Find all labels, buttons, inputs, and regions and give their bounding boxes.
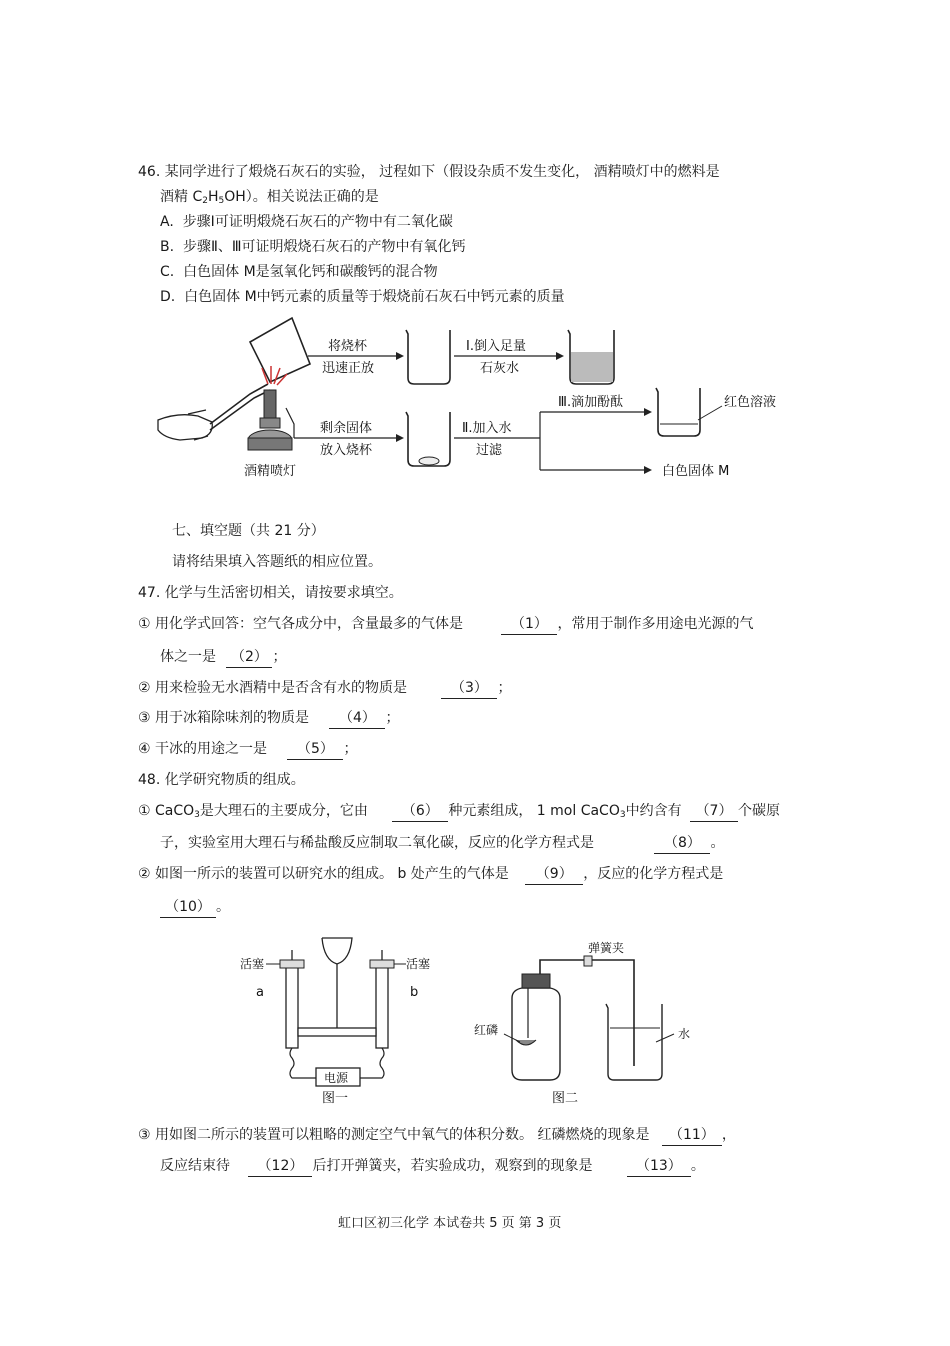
q48-text: 种元素组成， 1 mol CaCO (448, 803, 620, 819)
q46-stem-2a: 酒精 C (160, 189, 203, 205)
q48-text: 反应结束待 (160, 1158, 230, 1174)
punct: ； (385, 710, 400, 726)
arrow1-bottom: 迅速正放 (322, 361, 375, 376)
q47-item1-text-c: 体之一是 (160, 649, 216, 665)
arrow1-top: 将烧杯 (328, 339, 368, 354)
option-key: B. (160, 239, 175, 255)
punct: ； (343, 741, 358, 757)
figure2-caption: 图二 (552, 1091, 579, 1106)
beaker-empty-1 (406, 330, 450, 384)
q47-item2 (138, 678, 511, 699)
electrolysis-apparatus (280, 938, 394, 1086)
q48-title: 48. 化学研究物质的组成。 (138, 772, 305, 788)
white-solid-label: 白色固体 M (662, 464, 730, 479)
blank-12[interactable]: （12） (248, 1156, 312, 1177)
blank-4[interactable]: （4） (329, 708, 385, 729)
arrow2-bottom: 放入烧杯 (320, 443, 373, 458)
figure1-caption: 图一 (322, 1091, 349, 1106)
q47-title: 47. 化学与生活密切相关，请按要求填空。 (138, 585, 403, 601)
blank-2[interactable]: （2） (226, 647, 272, 668)
punct: ； (497, 680, 512, 696)
page-footer: 虹口区初三化学 本试卷共 5 页 第 3 页 (338, 1216, 562, 1231)
q48-item3-cont (160, 1156, 705, 1177)
q48-item1-cont (160, 833, 724, 854)
q46-line2 (160, 187, 379, 211)
stopcock-right-label: 活塞 (406, 957, 431, 971)
electrode-a-label: a (256, 985, 264, 1000)
section-instruction: 请将结果填入答题纸的相应位置。 (172, 554, 382, 570)
beaker-red-solution (656, 388, 700, 436)
step1-bottom: 石灰水 (480, 361, 520, 376)
q47-item1 (138, 614, 753, 635)
q48-text: ① CaCO (138, 803, 195, 819)
clamp-label: 弹簧夹 (588, 941, 625, 955)
sub: 2 (202, 196, 208, 206)
q46-option-a (160, 212, 453, 232)
step3-label: Ⅲ.滴加酚酞 (558, 395, 624, 410)
power-label: 电源 (324, 1071, 349, 1085)
sub: 5 (218, 196, 225, 206)
arrow2-top: 剩余固体 (320, 421, 373, 436)
q48-text: 是大理石的主要成分，它由 (199, 803, 368, 819)
q46-number: 46. (138, 164, 161, 180)
electrode-b-label: b (410, 985, 419, 1000)
option-key: A. (160, 214, 174, 230)
blank-5[interactable]: （5） (287, 739, 343, 760)
punct: 。 (690, 1158, 705, 1174)
q46-option-c (160, 262, 438, 282)
q47-item3 (138, 708, 399, 729)
blank-1[interactable]: （1） (501, 614, 557, 635)
blank-8[interactable]: （8） (654, 833, 710, 854)
option-key: D. (160, 289, 176, 305)
alcohol-burner-icon (248, 390, 292, 450)
q48-item2 (138, 864, 723, 885)
blank-11[interactable]: （11） (662, 1125, 722, 1146)
option-text: 白色固体 M是氢氧化钙和碳酸钙的混合物 (183, 264, 438, 280)
q48-figures (230, 930, 710, 1110)
punct: ， (721, 1127, 736, 1143)
q46-stem-1: 某同学进行了煅烧石灰石的实验， 过程如下（假设杂质不发生变化， 酒精喷灯中的燃料是 (164, 164, 720, 180)
q47-item2-text: ② 用来检验无水酒精中是否含有水的物质是 (138, 680, 407, 696)
step2-top: Ⅱ.加入水 (462, 421, 512, 436)
option-text: 步骤Ⅰ可证明煅烧石灰石的产物中有二氧化碳 (182, 214, 453, 230)
option-text: 白色固体 M中钙元素的质量等于煅烧前石灰石中钙元素的质量 (184, 289, 565, 305)
blank-7[interactable]: （7） (690, 801, 738, 822)
q48-text: ② 如图一所示的装置可以研究水的组成。 b 处产生的气体是 (138, 866, 509, 882)
q46-line1 (138, 162, 720, 182)
blank-3[interactable]: （3） (441, 678, 497, 699)
q47-item4-text: ④ 干冰的用途之一是 (138, 741, 268, 757)
q47-item3-text: ③ 用于冰箱除味剂的物质是 (138, 710, 310, 726)
q46-option-d (160, 287, 565, 307)
q46-stem-2c: OH）。相关说法正确的是 (224, 189, 379, 205)
stopcock-left-label: 活塞 (240, 957, 265, 971)
blank-13[interactable]: （13） (627, 1156, 691, 1177)
sub: 3 (619, 810, 626, 820)
q47-item1-cont (160, 647, 286, 668)
water-label: 水 (678, 1027, 691, 1041)
step2-bottom: 过滤 (476, 443, 503, 458)
inverted-beaker (250, 318, 310, 382)
q47-item1-text-b: ，常用于制作多用途电光源的气 (557, 616, 754, 632)
q46-stem-2b: H (207, 189, 219, 205)
red-solution-label: 红色溶液 (724, 395, 777, 410)
q48-text: ③ 用如图二所示的装置可以粗略的测定空气中氧气的体积分数。 红磷燃烧的现象是 (138, 1127, 650, 1143)
q48-text: 后打开弹簧夹，若实验成功，观察到的现象是 (312, 1158, 593, 1174)
q48-text: 个碳原 (738, 803, 781, 819)
q48-text: ，反应的化学方程式是 (583, 866, 724, 882)
q48-text: 子，实验室用大理石与稀盐酸反应制取二氧化碳，反应的化学方程式是 (160, 835, 594, 851)
q46-option-b (160, 237, 466, 257)
oxygen-measurement-apparatus (504, 956, 674, 1080)
q48-item2-cont (160, 897, 230, 918)
q48-item1 (138, 801, 780, 825)
blank-9[interactable]: （9） (525, 864, 583, 885)
q48-item3 (138, 1125, 736, 1146)
limewater-fill (571, 352, 613, 382)
step1-top: Ⅰ.倒入足量 (466, 339, 526, 354)
punct: ； (272, 649, 287, 665)
blank-10[interactable]: （10） (160, 897, 216, 918)
phosphorus-label: 红磷 (474, 1023, 499, 1037)
q46-experiment-figure (150, 312, 810, 492)
q47-item1-text: ① 用化学式回答：空气各成分中，含量最多的气体是 (138, 616, 463, 632)
sub: 3 (194, 810, 200, 820)
q47-item4 (138, 739, 357, 760)
option-text: 步骤Ⅱ、Ⅲ可证明煅烧石灰石的产物中有氧化钙 (182, 239, 466, 255)
blank-6[interactable]: （6） (392, 801, 448, 822)
hand-icon (158, 415, 212, 440)
punct: 。 (216, 899, 230, 915)
punct: 。 (710, 835, 725, 851)
section-title: 七、填空题（共 21 分） (172, 523, 325, 539)
option-key: C. (160, 264, 175, 280)
lamp-label: 酒精喷灯 (244, 464, 297, 479)
q48-text: 中约含有 (625, 803, 682, 819)
